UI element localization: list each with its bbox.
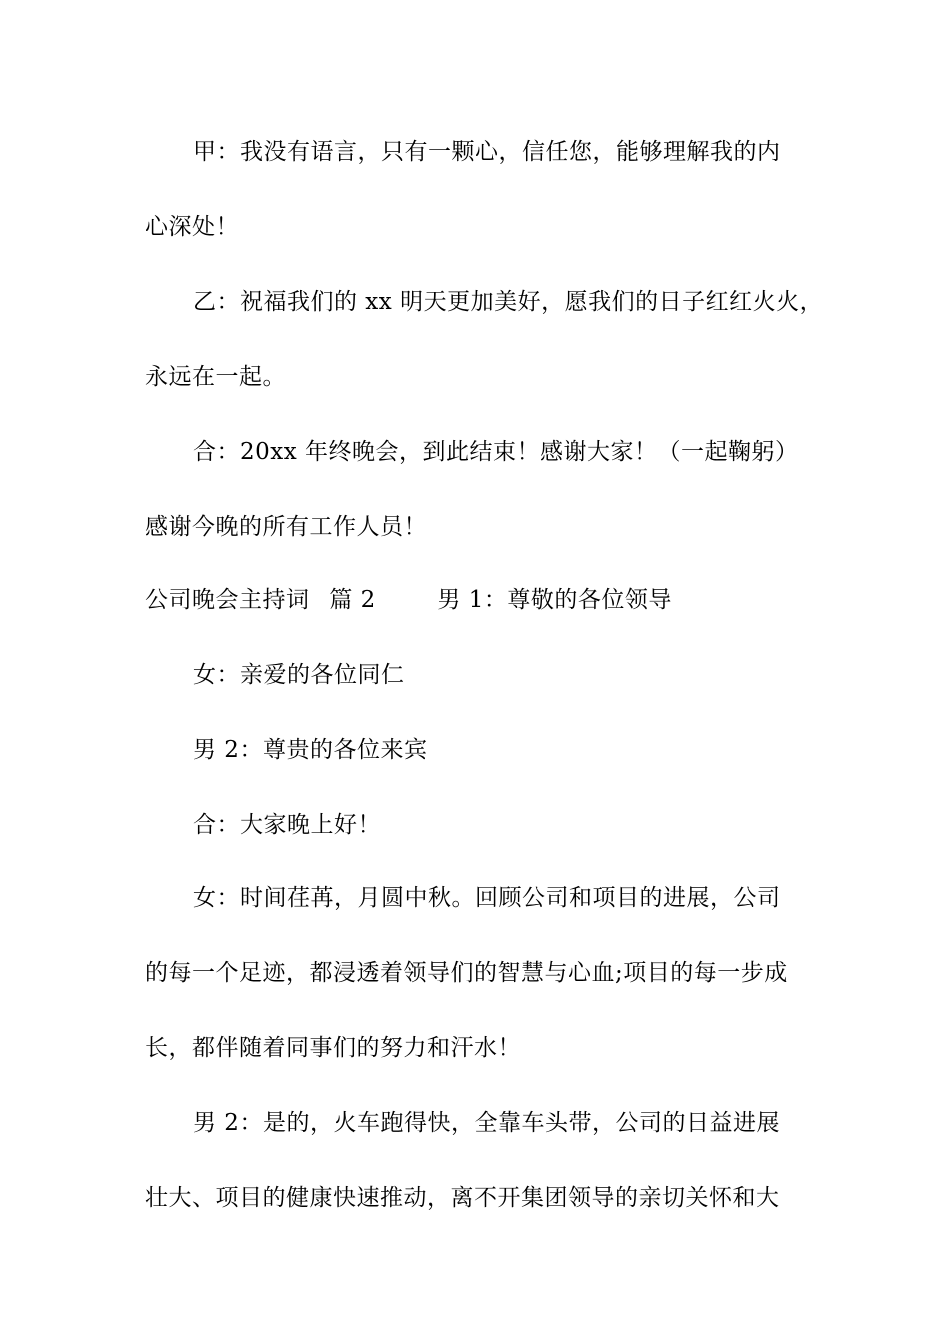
paragraph-line: 心深处！ <box>145 214 239 240</box>
paragraph-line: 壮大、项目的健康快速推动，离不开集团领导的亲切关怀和大 <box>145 1185 780 1211</box>
section-first-line: 男 1：尊敬的各位领导 <box>437 587 672 613</box>
paragraph-line: 甲：我没有语言，只有一颗心，信任您，能够理解我的内 <box>193 139 781 165</box>
paragraph-line: 乙：祝福我们的 xx 明天更加美好，愿我们的日子红红火火， <box>193 289 824 315</box>
paragraph-line: 的每一个足迹，都浸透着领导们的智慧与心血;项目的每一步成 <box>145 960 788 986</box>
paragraph-line: 男 2：是的，火车跑得快，全靠车头带，公司的日益进展 <box>193 1110 780 1136</box>
paragraph-line: 合：20xx 年终晚会，到此结束！感谢大家！（一起鞠躬） <box>193 439 799 465</box>
section-number: 篇 2 <box>329 587 376 613</box>
section-heading-line <box>145 585 825 615</box>
paragraph-line: 男 2：尊贵的各位来宾 <box>193 737 428 763</box>
paragraph-line: 永远在一起。 <box>145 364 286 390</box>
paragraph-line: 长，都伴随着同事们的努力和汗水！ <box>145 1035 521 1061</box>
paragraph-line: 感谢今晚的所有工作人员！ <box>145 514 427 540</box>
paragraph-line: 女：时间荏苒，月圆中秋。回顾公司和项目的进展，公司 <box>193 885 781 911</box>
paragraph-line: 女：亲爱的各位同仁 <box>193 662 405 688</box>
paragraph-line: 合：大家晚上好！ <box>193 812 381 838</box>
section-title: 公司晚会主持词 <box>145 587 310 613</box>
